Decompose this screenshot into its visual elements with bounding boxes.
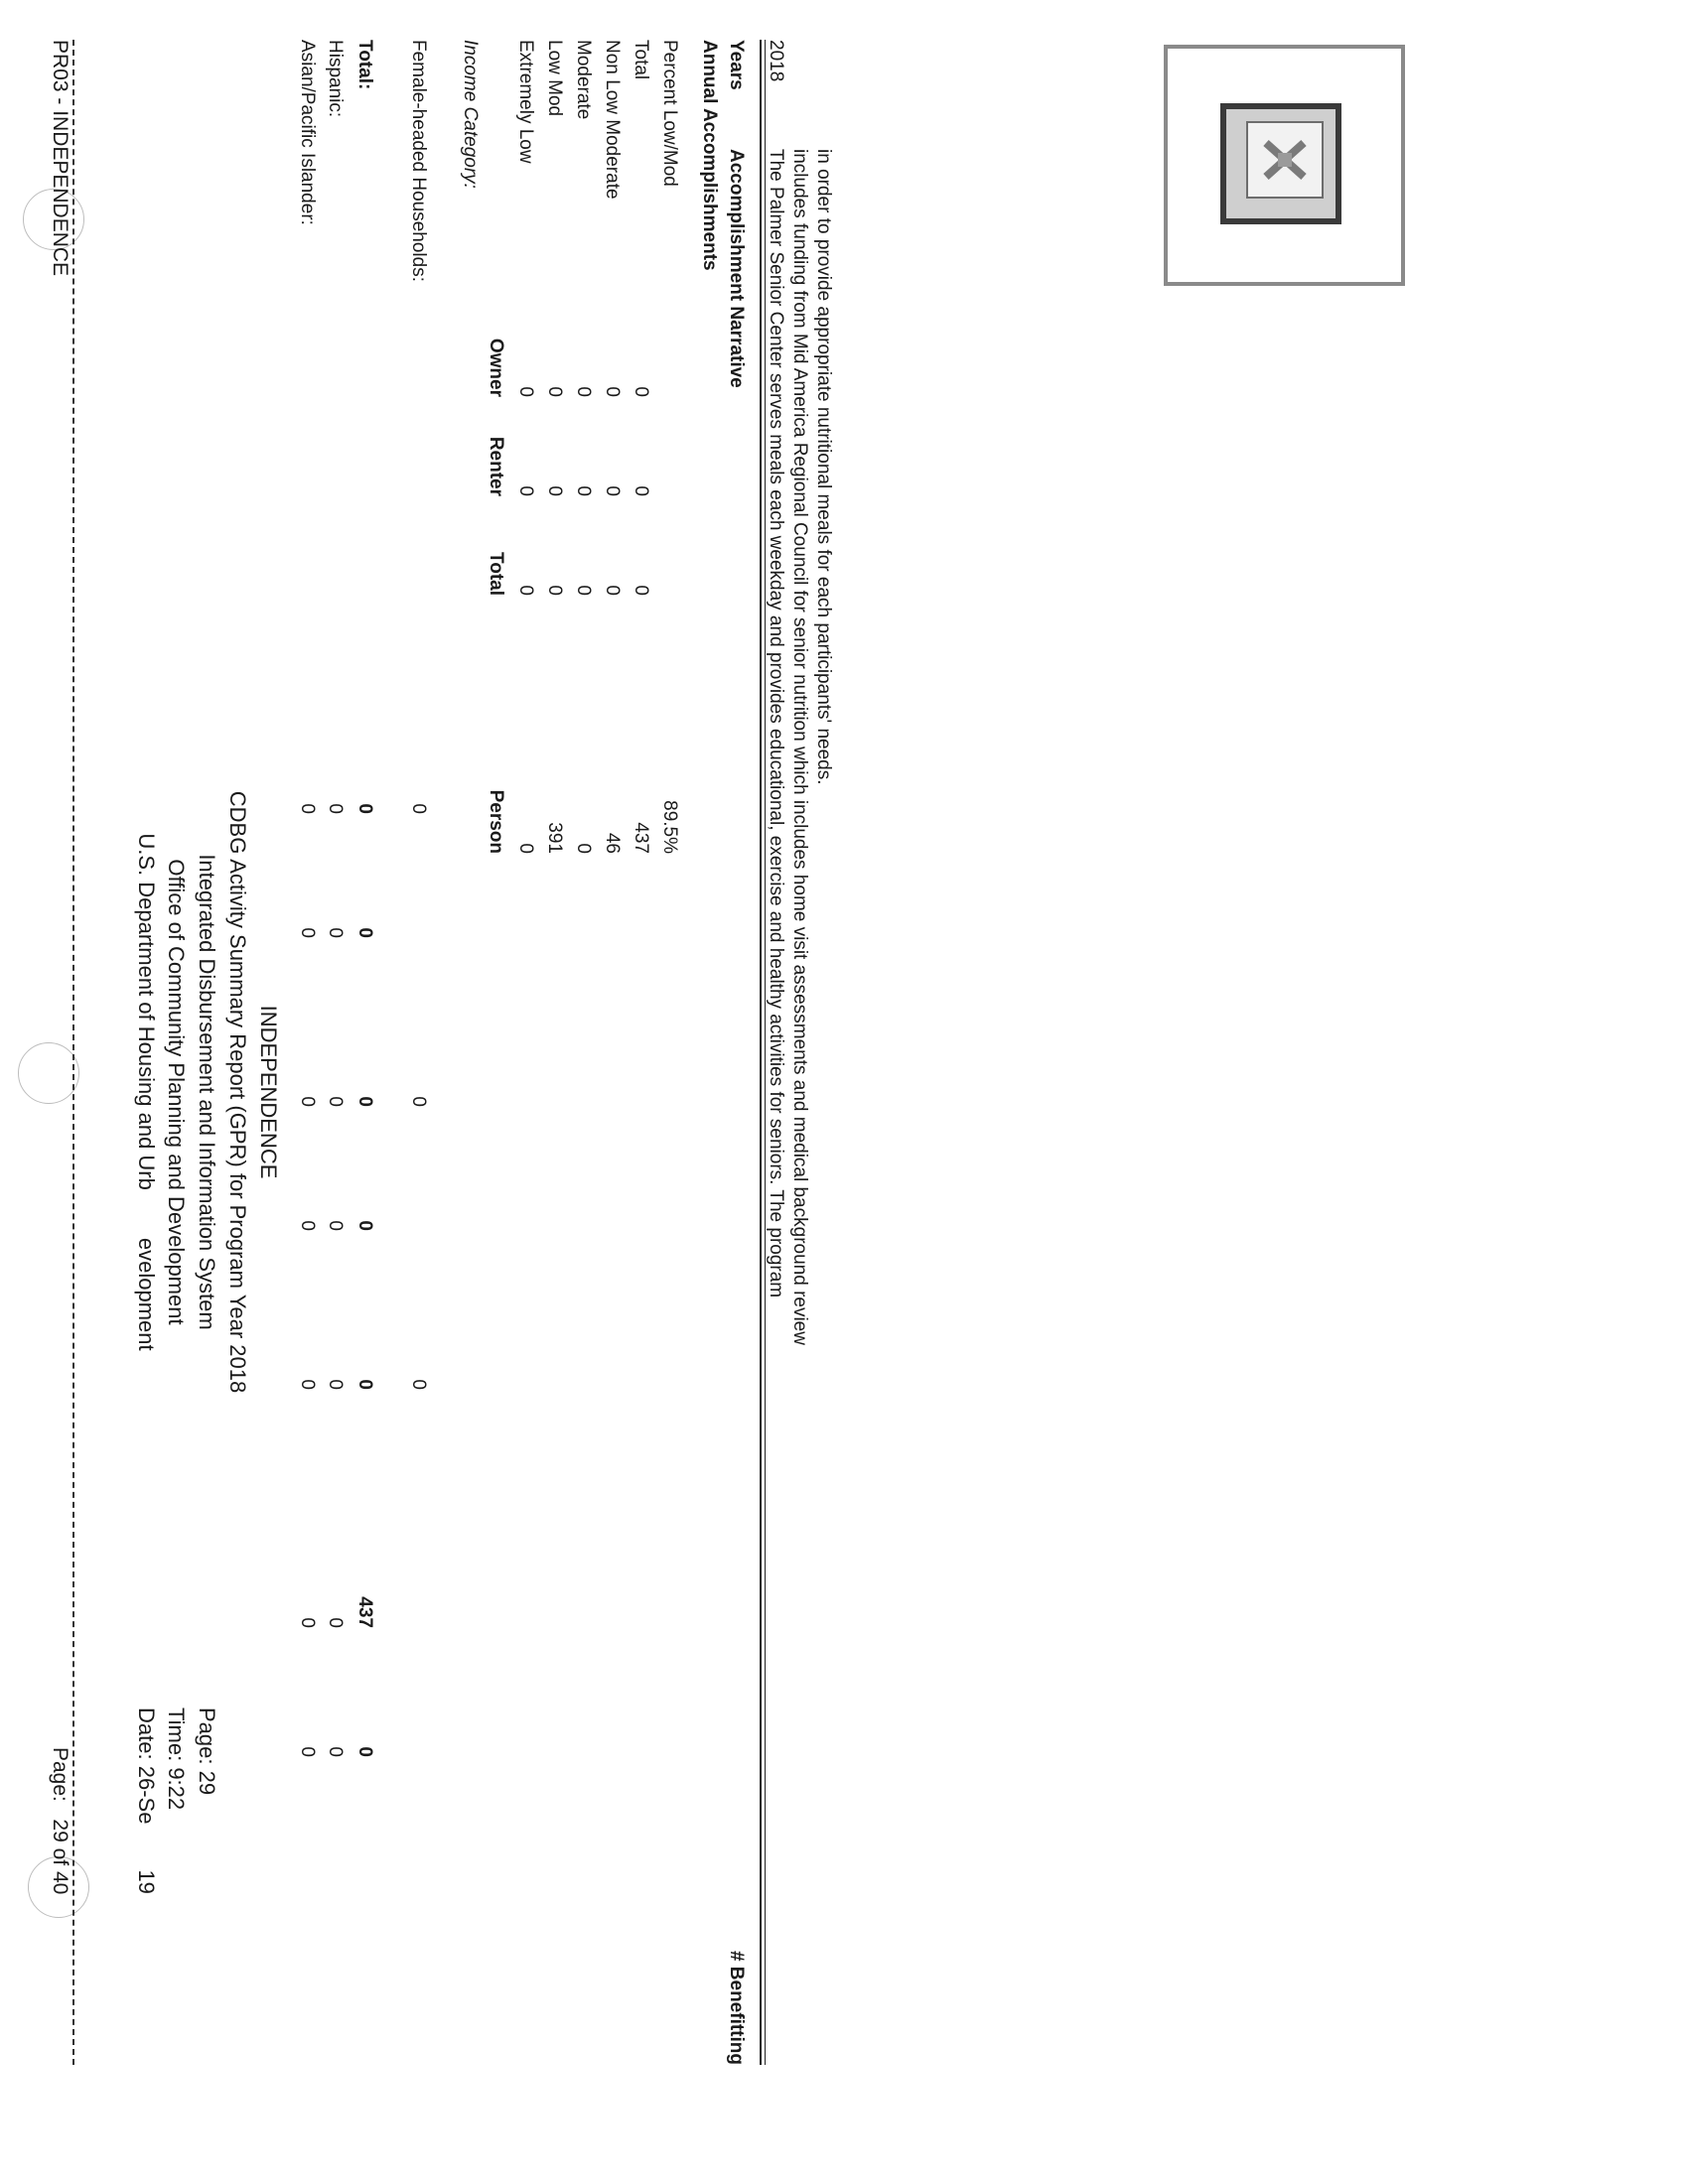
header-line-1: U.S. Department of Housing and Urbevelopment <box>134 833 159 1351</box>
income-value: 0 <box>573 843 594 854</box>
col-renter-header: Renter <box>486 436 506 496</box>
income-row-label: Moderate <box>573 40 594 120</box>
income-value: 0 <box>573 386 594 397</box>
date-row: Date: 26-Se19 <box>134 1707 159 1894</box>
income-value: 0 <box>544 585 565 596</box>
percent-lowmod-label: Percent Low/Mod <box>659 40 680 187</box>
logo-seal-icon <box>1246 121 1324 199</box>
col-total-header: Total <box>486 552 506 596</box>
narrative-line: The Palmer Senior Center serves meals each weekday and provides educational, exercise and healthy activities for seniors. The program <box>766 149 786 1298</box>
footer-dashed-rule <box>72 40 74 2065</box>
time-row: Time: 9:22 <box>164 1707 189 1811</box>
female-headed-value: 0 <box>408 803 429 814</box>
punch-hole <box>18 1042 79 1104</box>
income-value: 0 <box>602 485 623 496</box>
income-row-label: Low Mod <box>544 40 565 117</box>
hud-logo <box>1164 45 1405 286</box>
income-row-label: Non Low Moderate <box>602 40 623 200</box>
race-total-value: 0 <box>354 1379 375 1390</box>
narrative-header: Accomplishment Narrative <box>726 149 747 388</box>
income-value: 0 <box>631 485 651 496</box>
income-value: 0 <box>602 386 623 397</box>
race-total-value: 0 <box>354 1096 375 1107</box>
race-total-label: Total: <box>354 40 375 90</box>
race-value: 0 <box>325 1617 346 1628</box>
accomplishment-year: 2018 <box>766 40 786 82</box>
narrative-line: in order to provide appropriate nutritional meals for each participants' needs. <box>813 149 834 785</box>
income-row-label: Extremely Low <box>515 40 536 164</box>
benefitting-header: # Benefitting <box>726 1950 747 2065</box>
page-row: Page: 29 <box>195 1707 219 1796</box>
col-owner-header: Owner <box>486 338 506 397</box>
income-category-label: Income Category: <box>460 40 481 189</box>
race-value: 0 <box>297 1096 318 1107</box>
race-value: 0 <box>297 927 318 938</box>
accomplishments-title: Annual Accomplishments <box>699 40 720 271</box>
header-line-5: INDEPENDENCE <box>256 1005 281 1179</box>
logo-frame <box>1220 103 1341 224</box>
female-headed-value: 0 <box>408 1379 429 1390</box>
income-value: 437 <box>631 822 651 854</box>
race-total-value: 437 <box>354 1596 375 1628</box>
race-value: 0 <box>325 1096 346 1107</box>
race-label: Hispanic: <box>325 40 346 118</box>
race-value: 0 <box>325 927 346 938</box>
percent-lowmod-value: 89.5% <box>659 800 680 854</box>
race-value: 0 <box>297 803 318 814</box>
race-value: 0 <box>325 1746 346 1757</box>
race-value: 0 <box>297 1379 318 1390</box>
header-line-2: Office of Community Planning and Development <box>164 859 189 1325</box>
income-value: 0 <box>515 585 536 596</box>
race-total-value: 0 <box>354 927 375 938</box>
race-value: 0 <box>325 1220 346 1231</box>
income-value: 0 <box>573 585 594 596</box>
narrative-line: includes funding from Mid America Regional Council for senior nutrition which includes home visit assessments and medical background review <box>789 149 810 1345</box>
income-value: 0 <box>515 485 536 496</box>
income-value: 0 <box>544 485 565 496</box>
race-total-value: 0 <box>354 1220 375 1231</box>
race-value: 0 <box>297 1746 318 1757</box>
female-headed-value: 0 <box>408 1096 429 1107</box>
race-label: Asian/Pacific Islander: <box>297 40 318 225</box>
race-total-value: 0 <box>354 803 375 814</box>
race-value: 0 <box>325 803 346 814</box>
income-value: 0 <box>515 843 536 854</box>
female-headed-label: Female-headed Households: <box>408 40 429 282</box>
income-value: 0 <box>515 386 536 397</box>
header-line-4: CDBG Activity Summary Report (GPR) for Program Year 2018 <box>225 790 250 1394</box>
income-row-label: Total <box>631 40 651 80</box>
header-rule <box>760 40 762 2065</box>
footer-page: Page: 29 of 40 <box>49 1747 71 1895</box>
income-value: 46 <box>602 832 623 854</box>
income-value: 0 <box>602 585 623 596</box>
income-value: 0 <box>631 386 651 397</box>
race-value: 0 <box>297 1220 318 1231</box>
race-value: 0 <box>325 1379 346 1390</box>
race-value: 0 <box>297 1617 318 1628</box>
income-value: 0 <box>544 386 565 397</box>
income-value: 0 <box>631 585 651 596</box>
col-person-header: Person <box>486 789 506 854</box>
income-value: 0 <box>573 485 594 496</box>
header-line-3: Integrated Disbursement and Information System <box>195 854 219 1330</box>
income-value: 391 <box>544 822 565 854</box>
race-total-value: 0 <box>354 1746 375 1757</box>
report-id: PR03 - INDEPENDENCE <box>49 40 71 277</box>
years-header: Years <box>726 40 747 90</box>
